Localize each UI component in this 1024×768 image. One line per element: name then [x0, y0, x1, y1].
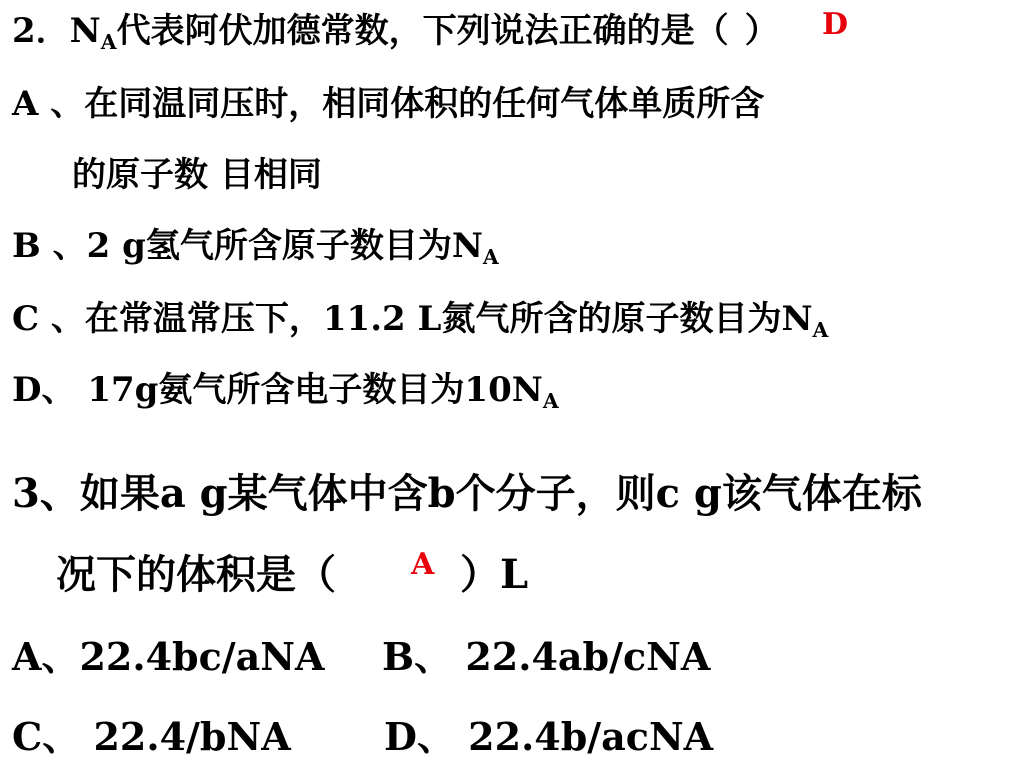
q2-answer: D	[822, 7, 849, 42]
q2-option-c	[12, 299, 829, 343]
q2-stem-text: 代表阿伏加德常数，下列说法正确的是（	[116, 11, 729, 51]
q2-option-b-subscript: A	[482, 245, 499, 270]
q3-options-row2	[12, 714, 1012, 759]
q2-stem	[12, 11, 779, 55]
q3-option-a: A、22.4bc/aNA	[12, 634, 325, 679]
q2-option-c-text: C 、在常温常压下，11.2 L氮气所含的原子数目为N	[12, 299, 813, 339]
q2-option-d	[12, 370, 559, 414]
q2-option-a-line1: A 、在同温同压时，相同体积的任何气体单质所含	[12, 84, 765, 124]
q2-option-d-subscript: A	[542, 389, 559, 414]
q2-stem-subscript: A	[100, 30, 117, 55]
q3-option-b: B、 22.4ab/cNA	[382, 634, 711, 679]
q3-options-row1	[12, 634, 1012, 679]
q3-option-c: C、 22.4/bNA	[12, 714, 291, 759]
q2-option-d-text: D、 17g氨气所含电子数目为10N	[12, 370, 543, 410]
q2-stem-prefix: 2．N	[12, 11, 101, 51]
q2-option-b-text: B 、2 g氢气所含原子数目为N	[12, 226, 483, 266]
q3-stem-line1: 3、如果a g某气体中含b个分子，则c g该气体在标	[12, 470, 922, 517]
q2-option-c-subscript: A	[812, 318, 829, 343]
q3-option-d: D、 22.4b/acNA	[384, 714, 714, 759]
q3-stem-line2-after: ）L	[460, 551, 529, 598]
q2-option-b	[12, 226, 499, 270]
q3-stem-line2-before: 况下的体积是（	[56, 551, 336, 598]
q3-stem-line2	[56, 551, 529, 598]
q2-stem-close: ）	[744, 11, 779, 51]
q3-answer: A	[411, 547, 435, 582]
q2-option-a-line2: 的原子数 目相同	[72, 155, 322, 195]
